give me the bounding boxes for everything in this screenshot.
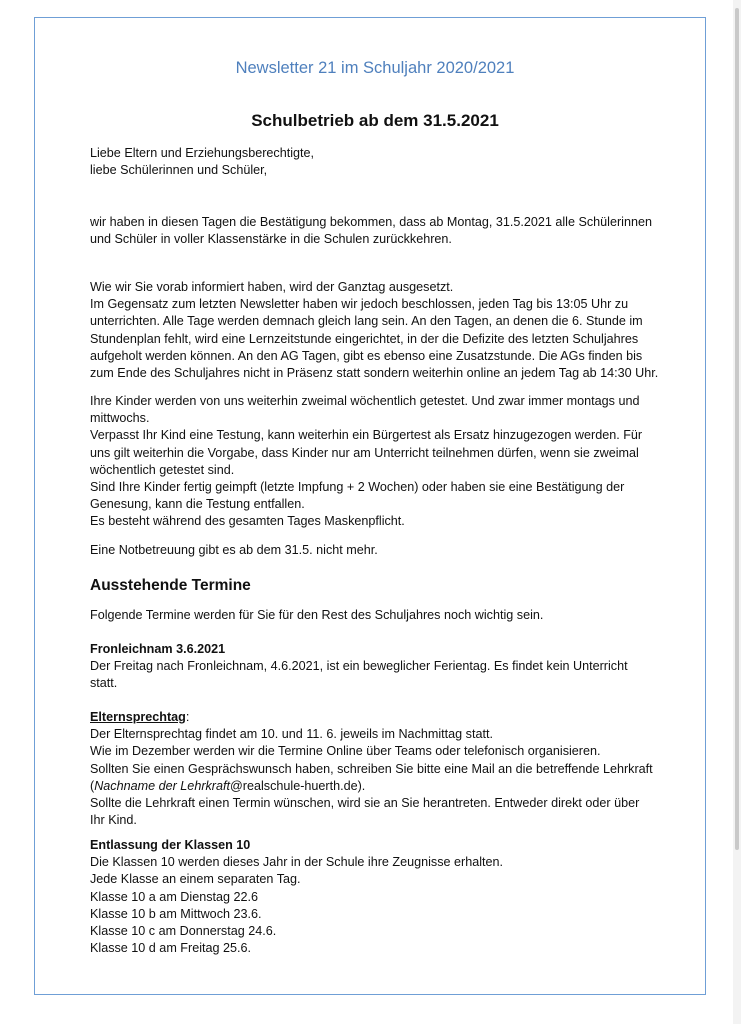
section-intro xyxy=(90,607,655,624)
text-line: Sollte die Lehrkraft einen Termin wünschen, wird sie an Sie herantreten. Entweder direkt oder über xyxy=(90,796,640,811)
text-line: und Schüler in voller Klassenstärke in die Schulen zurückkehren. xyxy=(90,232,452,247)
text-line: wöchentlich getestet sind. xyxy=(90,462,235,477)
text-line: mittwochs. xyxy=(90,411,150,426)
text-line: Genesung, kann die Testung entfallen. xyxy=(90,497,305,512)
text-line: zum Ende des Schuljahres nicht in Präsenz statt sondern weiterhin online an jedem Tag ab 14:30 Uhr. xyxy=(90,366,659,381)
text-line: uns gilt weiterhin die Vorgabe, dass Kinder nur am Unterricht teilnehmen dürfen, wenn sie zweimal xyxy=(90,445,639,460)
ganztag-paragraph xyxy=(90,279,659,382)
text-line: Klasse 10 a am Dienstag 22.6 xyxy=(90,889,259,904)
text-line: Der Elternsprechtag findet am 10. und 11. 6. jeweils im Nachmittag statt. xyxy=(90,727,493,742)
text-line: Eine Notbetreuung gibt es ab dem 31.5. nicht mehr. xyxy=(90,543,378,557)
text-line: unterrichten. Alle Tage werden demnach gleich lang sein. An den Tagen, an denen die 6. Stunde im xyxy=(90,314,643,329)
newsletter-header: Newsletter 21 im Schuljahr 2020/2021 xyxy=(235,59,515,77)
text-line: Die Klassen 10 werden dieses Jahr in der Schule ihre Zeugnisse erhalten. xyxy=(90,855,504,870)
subheading-suffix: : xyxy=(185,710,190,724)
entlassung-section xyxy=(90,837,655,957)
text-line: Ihr Kind. xyxy=(90,813,137,828)
text-line: Wie im Dezember werden wir die Termine Online über Teams oder telefonisch organisieren. xyxy=(90,744,601,759)
greeting-line: Liebe Eltern und Erziehungsberechtigte, xyxy=(90,146,315,160)
text-line: Folgende Termine werden für Sie für den Rest des Schuljahres noch wichtig sein. xyxy=(90,608,544,622)
text-line: Ihre Kinder werden von uns weiterhin zweimal wöchentlich getestet. Und zwar immer montags und xyxy=(90,394,640,408)
text-line: Der Freitag nach Fronleichnam, 4.6.2021, ist ein beweglicher Ferientag. Es findet kein Unterricht xyxy=(90,659,628,674)
subheading: Elternsprechtag xyxy=(90,710,186,724)
text-line: Klasse 10 d am Freitag 25.6. xyxy=(90,941,252,956)
text-line: wir haben in diesen Tagen die Bestätigung bekommen, dass ab Montag, 31.5.2021 alle Schülerinnen xyxy=(90,215,652,229)
text-line: Sollten Sie einen Gesprächswunsch haben, schreiben Sie bitte eine Mail an die betreffende Lehrkraft xyxy=(90,761,653,776)
testing-paragraph xyxy=(90,393,655,531)
text-line: Wie wir Sie vorab informiert haben, wird der Ganztag ausgesetzt. xyxy=(90,280,454,294)
email-line xyxy=(90,778,655,795)
text-line: aufgeholt werden können. An den AG Tagen, gibt es ebenso eine Zusatzstunde. Die AGs finden bis xyxy=(90,348,643,363)
text-line: Sind Ihre Kinder fertig geimpft (letzte Impfung + 2 Wochen) oder haben sie eine Bestätigung der xyxy=(90,480,625,495)
intro-paragraph xyxy=(90,214,655,248)
text-line: Stundenplan fehlt, wird eine Lernzeitstunde eingerichtet, in der die Defizite des letzten Schuljahres xyxy=(90,331,639,346)
subheading: Fronleichnam 3.6.2021 xyxy=(90,642,226,656)
scrollbar-thumb[interactable] xyxy=(735,8,739,850)
fronleichnam-section xyxy=(90,641,655,693)
text-line: statt. xyxy=(90,676,118,691)
text-line: Jede Klasse an einem separaten Tag. xyxy=(90,872,301,887)
notbetreuung-paragraph xyxy=(90,542,655,559)
text-line: Klasse 10 b am Mittwoch 23.6. xyxy=(90,906,262,921)
elternsprechtag-section xyxy=(90,709,655,829)
subheading-line xyxy=(90,709,655,726)
text-line: Verpasst Ihr Kind eine Testung, kann weiterhin ein Bürgertest als Ersatz hinzugezogen werden. Für xyxy=(90,428,643,443)
subheading: Entlassung der Klassen 10 xyxy=(90,838,251,852)
text-line: Im Gegensatz zum letzten Newsletter haben wir jedoch beschlossen, jeden Tag bis 13:05 Uhr zu xyxy=(90,297,629,312)
vertical-scrollbar[interactable] xyxy=(733,0,741,1024)
email-placeholder: Nachname der Lehrkraft xyxy=(94,778,231,793)
greeting-line: liebe Schülerinnen und Schüler, xyxy=(90,163,268,178)
text-line: Klasse 10 c am Donnerstag 24.6. xyxy=(90,924,277,939)
email-domain: @realschule-huerth.de). xyxy=(230,778,366,793)
section-heading: Ausstehende Termine xyxy=(90,577,251,594)
greeting xyxy=(90,145,655,179)
page-title: Schulbetrieb ab dem 31.5.2021 xyxy=(251,111,499,130)
paren-open: ( xyxy=(90,778,95,793)
text-line: Es besteht während des gesamten Tages Maskenpflicht. xyxy=(90,514,405,529)
